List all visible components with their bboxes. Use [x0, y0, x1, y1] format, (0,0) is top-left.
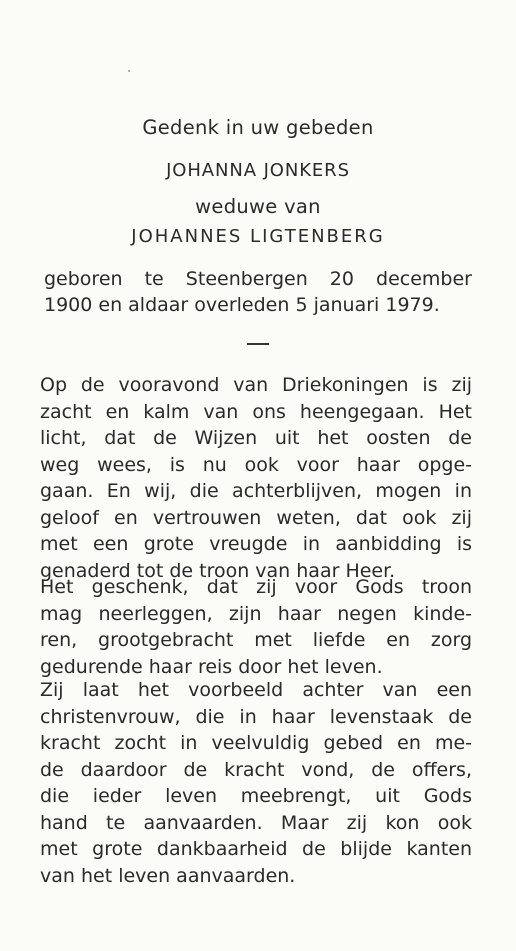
- text-line: geboren te Steenbergen 20 december: [44, 268, 472, 290]
- text-line: gaan. En wij, die achterblijven, mogen in: [40, 480, 472, 502]
- text-line: van het leven aanvaarden.: [40, 864, 296, 887]
- text-line: genaderd tot de troon van haar Heer.: [40, 559, 396, 582]
- husband-name: JOHANNES LIGTENBERG: [131, 226, 385, 247]
- text-line: met een grote vreugde in aanbidding is: [40, 533, 472, 555]
- text-line: licht, dat de Wijzen uit het oosten de: [40, 427, 472, 449]
- paragraph-3: [40, 677, 472, 889]
- text-line: mag neerleggen, zijn haar negen kinde-: [40, 602, 472, 625]
- text-line: geloof en vertrouwen weten, dat ook zij: [40, 506, 472, 529]
- divider: [247, 343, 269, 345]
- paragraph-2: [40, 574, 472, 680]
- text-line: kracht zocht in veelvuldig gebed en me-: [40, 732, 472, 754]
- text-line: Het geschenk, dat zij voor Gods troon: [40, 576, 472, 598]
- widow-of-line: weduwe van: [195, 195, 321, 218]
- text-line: 1900 en aldaar overleden 5 januari 1979.: [44, 294, 440, 316]
- text-line: Zij laat het voorbeeld achter van een: [40, 679, 472, 701]
- paper-speck: [128, 70, 130, 72]
- birth-death-text: [44, 266, 472, 318]
- text-line: weg wees, is nu ook voor haar opge-: [40, 453, 472, 476]
- intro-line: Gedenk in uw gebeden: [142, 116, 374, 139]
- text-line: de daardoor de kracht vond, de offers,: [40, 758, 472, 781]
- paragraph-1: [40, 372, 472, 584]
- deceased-name: JOHANNA JONKERS: [166, 160, 350, 181]
- text-line: ren, grootgebracht met liefde en zorg: [40, 629, 472, 651]
- text-line: gedurende haar reis door het leven.: [40, 655, 383, 678]
- text-line: zacht en kalm van ons heengegaan. Het: [40, 400, 472, 423]
- text-line: Op de vooravond van Driekoningen is zij: [40, 374, 472, 396]
- text-line: die ieder leven meebrengt, uit Gods: [40, 785, 472, 807]
- text-line: met grote dankbaarheid de blijde kanten: [40, 838, 472, 860]
- text-line: christenvrouw, die in haar levenstaak de: [40, 705, 472, 728]
- text-line: hand te aanvaarden. Maar zij kon ook: [40, 811, 472, 834]
